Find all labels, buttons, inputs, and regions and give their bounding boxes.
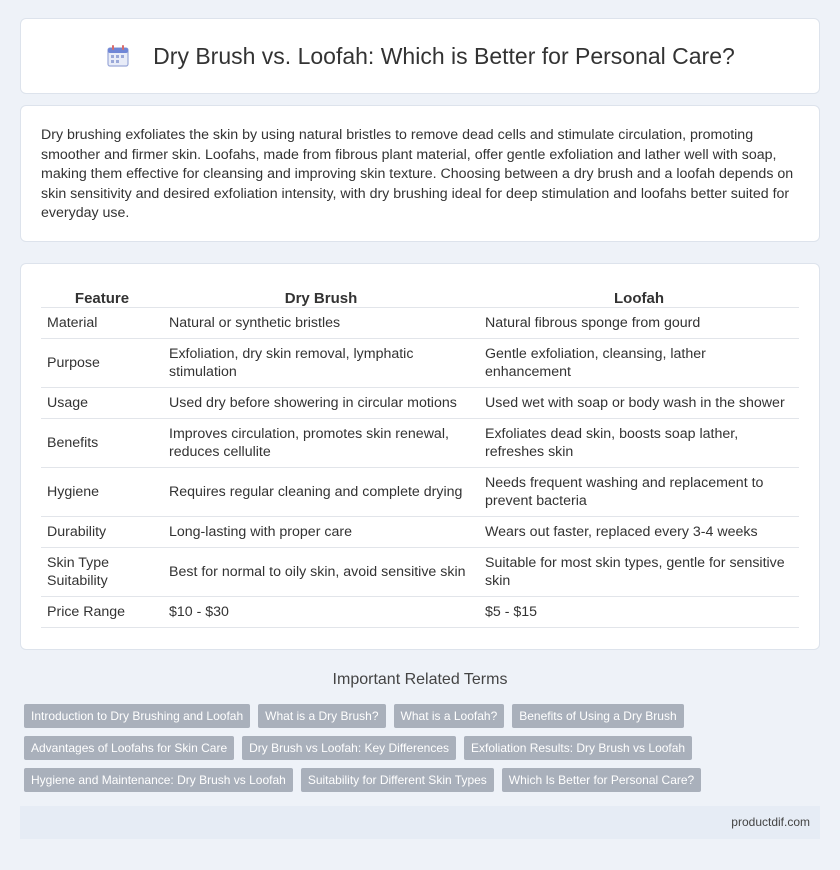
table-cell: Used wet with soap or body wash in the shower [479,387,799,418]
related-tag[interactable]: Advantages of Loofahs for Skin Care [24,736,234,760]
table-cell: Long-lasting with proper care [163,516,479,547]
table-cell: $5 - $15 [479,596,799,627]
related-tags [24,704,814,800]
column-header-feature: Feature [41,284,163,307]
related-tag[interactable]: Benefits of Using a Dry Brush [512,704,683,728]
table-row [41,467,799,516]
table-cell: Material [41,307,163,338]
table-cell: Natural or synthetic bristles [163,307,479,338]
table-cell: Improves circulation, promotes skin renewal, reduces cellulite [163,418,479,467]
related-tag[interactable]: Introduction to Dry Brushing and Loofah [24,704,250,728]
table-cell: Exfoliation, dry skin removal, lymphatic stimulation [163,338,479,387]
table-cell: Hygiene [41,467,163,516]
table-cell: Purpose [41,338,163,387]
comparison-table [41,284,799,628]
intro-paragraph: Dry brushing exfoliates the skin by using natural bristles to remove dead cells and stimulate circulation, promoting smoother and firmer skin. Loofahs, made from fibrous plant material, offer gentle exfoliation and lather well with soap, making them effective for cleansing and improving skin texture. Choosing between a dry brush and a loofah depends on skin sensitivity and desired exfoliation intensity, with dry brushing ideal for deep stimulation and loofahs better suited for everyday use. [41,127,794,222]
table-cell: Wears out faster, replaced every 3-4 weeks [479,516,799,547]
table-cell: Needs frequent washing and replacement to prevent bacteria [479,467,799,516]
table-cell: Exfoliates dead skin, boosts soap lather, refreshes skin [479,418,799,467]
table-cell: Requires regular cleaning and complete drying [163,467,479,516]
table-cell: Price Range [41,596,163,627]
related-terms-title: Important Related Terms [332,671,508,688]
column-header-loofah: Loofah [479,284,799,307]
table-row [41,596,799,627]
table-row [41,418,799,467]
table-cell: Natural fibrous sponge from gourd [479,307,799,338]
table-cell: $10 - $30 [163,596,479,627]
table-cell: Durability [41,516,163,547]
table-row [41,547,799,596]
tag-row [24,736,814,760]
related-tag[interactable]: Exfoliation Results: Dry Brush vs Loofah [464,736,692,760]
related-tag[interactable]: What is a Dry Brush? [258,704,385,728]
table-row [41,338,799,387]
table-cell: Best for normal to oily skin, avoid sensitive skin [163,547,479,596]
related-tag[interactable]: Suitability for Different Skin Types [301,768,494,792]
table-cell: Used dry before showering in circular motions [163,387,479,418]
related-tag[interactable]: Hygiene and Maintenance: Dry Brush vs Loofah [24,768,293,792]
column-header-dry-brush: Dry Brush [163,284,479,307]
table-row [41,516,799,547]
table-header-row [41,284,799,307]
header-card [20,18,820,94]
tag-row [24,704,814,728]
calendar-icon [105,43,131,69]
title-wrap [105,43,735,70]
table-row [41,307,799,338]
page-title: Dry Brush vs. Loofah: Which is Better for Personal Care? [153,42,735,69]
table-cell: Benefits [41,418,163,467]
footer [20,806,820,839]
related-tag[interactable]: Dry Brush vs Loofah: Key Differences [242,736,456,760]
related-terms-section [0,671,840,689]
related-tag[interactable]: Which Is Better for Personal Care? [502,768,701,792]
table-cell: Gentle exfoliation, cleansing, lather enhancement [479,338,799,387]
table-row [41,387,799,418]
table-cell: Skin Type Suitability [41,547,163,596]
table-cell: Suitable for most skin types, gentle for sensitive skin [479,547,799,596]
footer-site-link[interactable]: productdif.com [731,815,810,829]
tag-row [24,768,814,792]
intro-card [20,105,820,242]
comparison-table-card [20,263,820,650]
table-cell: Usage [41,387,163,418]
related-tag[interactable]: What is a Loofah? [394,704,505,728]
